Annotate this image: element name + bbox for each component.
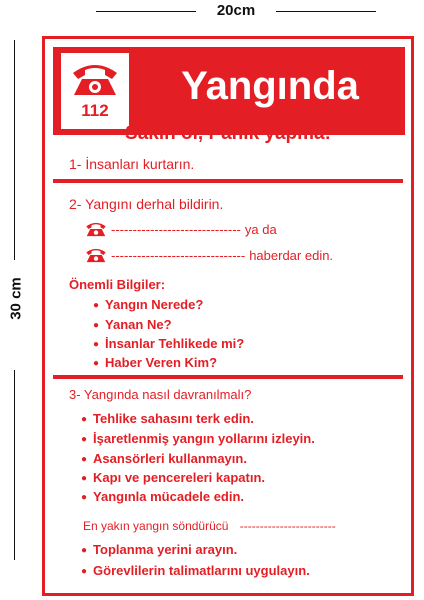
sign-subtitle: Sakin ol, Panik yapma!: [125, 123, 331, 144]
phone-line-2-suffix: haberdar edin.: [249, 248, 334, 263]
final-item: ● Görevlilerin talimatlarını uygulayın.: [81, 563, 310, 578]
fire-safety-sign: [42, 36, 414, 596]
important-item: ● Haber Veren Kim?: [93, 355, 217, 370]
behavior-item: ● Tehlike sahasını terk edin.: [81, 411, 254, 426]
width-label: 20cm: [213, 2, 259, 19]
important-heading: Önemli Bilgiler:: [69, 277, 166, 292]
important-item: ● Yanan Ne?: [93, 317, 172, 332]
telephone-icon: [85, 247, 107, 264]
dimension-line-bottom: [14, 370, 15, 560]
sign-header: [53, 47, 405, 135]
important-item: ● Yangın Nerede?: [93, 297, 203, 312]
telephone-icon: [70, 61, 120, 99]
telephone-icon: [85, 221, 107, 238]
phone-line-2-blank: -------------------------------: [111, 248, 246, 263]
height-dimension: [4, 40, 26, 560]
divider-1: [53, 179, 403, 183]
extinguisher-label: En yakın yangın söndürücü: [83, 519, 229, 533]
dimension-line-top: [14, 40, 15, 260]
behavior-item: ● Asansörleri kullanmayın.: [81, 451, 247, 466]
phone-line-1-blank: ------------------------------: [111, 222, 241, 237]
step-3: 3- Yangında nasıl davranılmalı?: [69, 387, 252, 402]
height-label: 30 cm: [7, 277, 25, 320]
width-dimension: [96, 0, 376, 22]
extinguisher-line: [83, 519, 336, 533]
behavior-item: ● Yangınla mücadele edin.: [81, 489, 244, 504]
step-2: 2- Yangını derhal bildirin.: [69, 196, 224, 212]
phone-line-1-suffix: ya da: [244, 222, 277, 237]
emergency-number-box: [61, 53, 129, 129]
final-item: ● Toplanma yerini arayın.: [81, 542, 237, 557]
important-item: ● İnsanlar Tehlikede mi?: [93, 336, 244, 351]
behavior-item: ● Kapı ve pencereleri kapatın.: [81, 470, 265, 485]
emergency-number: 112: [81, 101, 109, 120]
phone-line-1: [85, 221, 277, 238]
phone-line-2: [85, 247, 333, 264]
step-1: 1- İnsanları kurtarın.: [69, 156, 195, 172]
divider-2: [53, 375, 403, 379]
behavior-item: ● İşaretlenmiş yangın yollarını izleyin.: [81, 431, 315, 446]
extinguisher-blank: ------------------------: [239, 519, 336, 533]
sign-title: Yangında: [181, 64, 359, 108]
